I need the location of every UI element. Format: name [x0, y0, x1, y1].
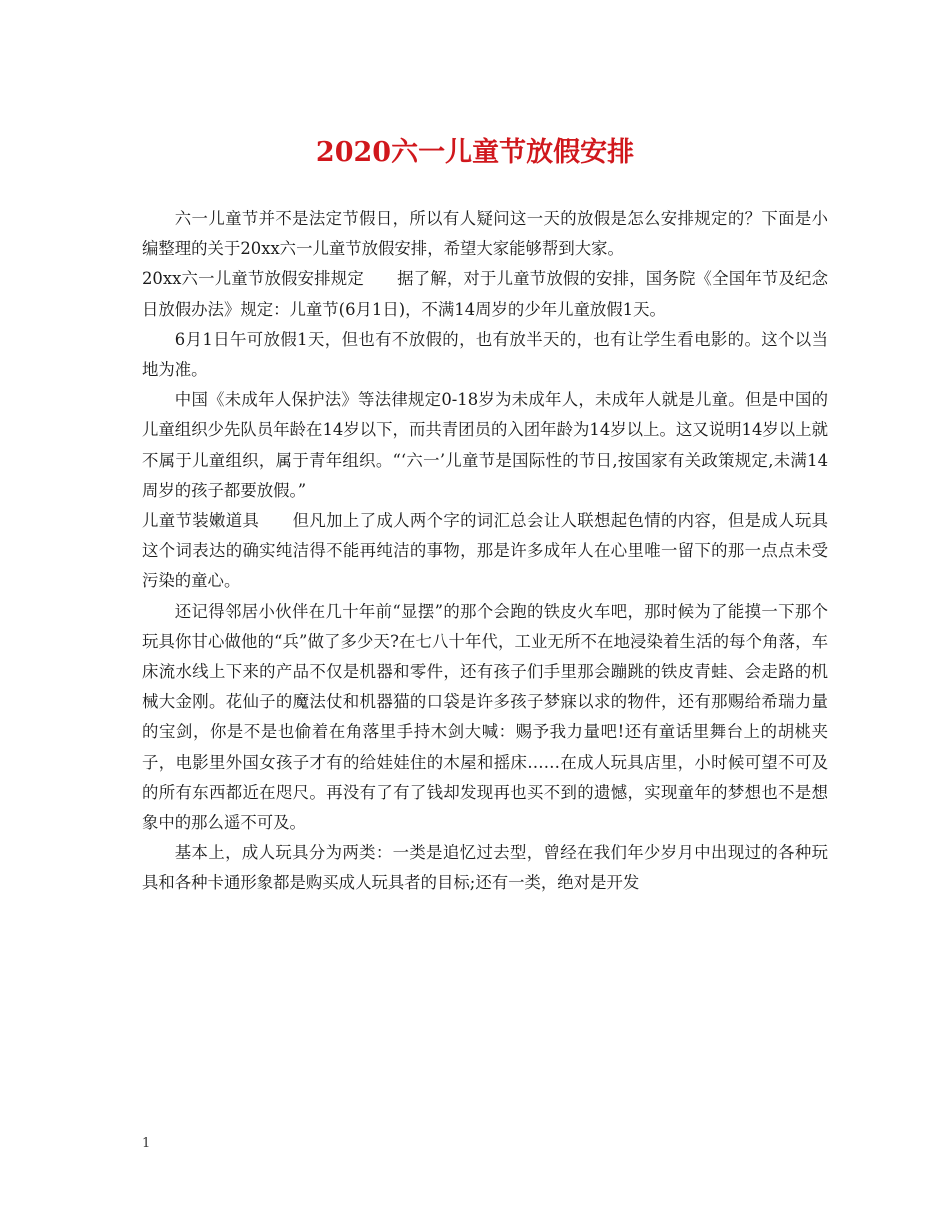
- paragraph: 六一儿童节并不是法定节假日，所以有人疑问这一天的放假是怎么安排规定的？下面是小编整理的关于20xx六一儿童节放假安排，希望大家能够帮到大家。: [142, 209, 828, 259]
- paragraph: 还记得邻居小伙伴在几十年前“显摆”的那个会跑的铁皮火车吧，那时候为了能摸一下那个玩具你甘心做他的“兵”做了多少天?在七八十年代，工业无所不在地浸染着生活的每个角落，车床流水线上下来的产品不仅是机器和零件，还有孩子们手里那会蹦跳的铁皮青蛙、会走路的机械大金刚。花仙子的魔法仗和机器猫的口袋是许多孩子梦寐以求的物件，还有那赐给希瑞力量的宝剑，你是不是也偷着在角落里手持木剑大喊：赐予我力量吧!还有童话里舞台上的胡桃夹子，电影里外国女孩子才有的给娃娃住的木屋和摇床……在成人玩具店里，小时候可望不可及的所有东西都近在咫尺。再没有了有了钱却发现再也买不到的遗憾，实现童年的梦想也不是想象中的那么遥不可及。: [142, 601, 828, 833]
- paragraph: 6月1日午可放假1天，但也有不放假的，也有放半天的，也有让学生看电影的。这个以当地为准。: [142, 329, 828, 380]
- paragraph: 20xx六一儿童节放假安排规定 据了解，对于儿童节放假的安排，国务院《全国年节及纪念日放假办法》规定：儿童节(6月1日)，不满14周岁的少年儿童放假1天。: [142, 269, 828, 319]
- paragraph: 中国《未成年人保护法》等法律规定0-18岁为未成年人，未成年人就是儿童。但是中国的儿童组织少先队员年龄在14岁以下，而共青团员的入团年龄为14岁以上。这又说明14岁以上就不属于儿童组织，属于青年组织。“‘六一’儿童节是国际性的节日,按国家有关政策规定,未满14周岁的孩子都要放假。”: [142, 390, 828, 500]
- page-title: 2020六一儿童节放假安排: [315, 137, 635, 168]
- paragraph: 基本上，成人玩具分为两类：一类是追忆过去型，曾经在我们年少岁月中出现过的各种玩具和各种卡通形象都是购买成人玩具者的目标;还有一类，绝对是开发: [142, 843, 828, 893]
- document-body: [142, 204, 828, 899]
- paragraph: 儿童节装嫩道具 但凡加上了成人两个字的词汇总会让人联想起色情的内容，但是成人玩具这个词表达的确实纯洁得不能再纯洁的事物，那是许多成年人在心里唯一留下的那一点点未受污染的童心。: [142, 511, 828, 591]
- page-number: 1: [142, 1136, 151, 1151]
